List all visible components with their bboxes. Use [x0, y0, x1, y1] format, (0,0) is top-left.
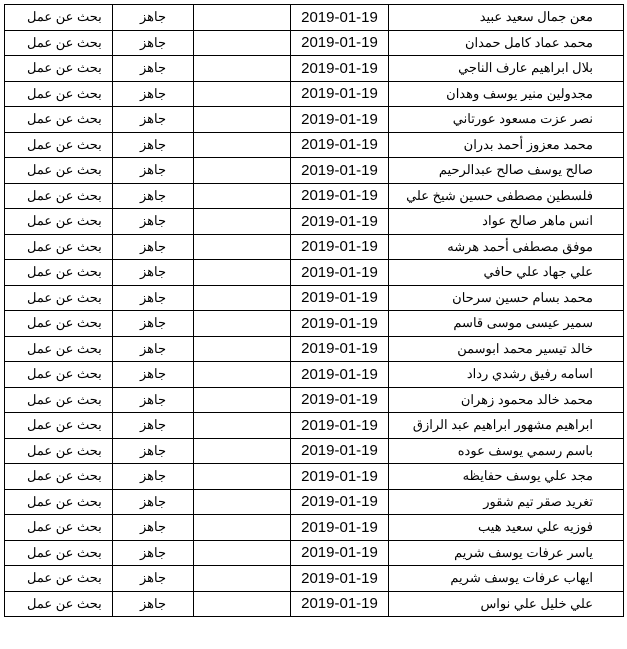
- status-cell: بحث عن عمل: [5, 336, 113, 362]
- ready-cell: جاهز: [113, 234, 194, 260]
- table-row: [5, 183, 624, 209]
- table-row: [5, 5, 624, 31]
- ready-cell: جاهز: [113, 81, 194, 107]
- date-cell: 2019-01-19: [291, 5, 389, 31]
- table-row: [5, 413, 624, 439]
- date-cell: 2019-01-19: [291, 464, 389, 490]
- ready-cell: جاهز: [113, 489, 194, 515]
- empty-cell: [194, 5, 291, 31]
- name-cell: اسامه رفيق رشدي رداد: [389, 362, 624, 388]
- status-cell: بحث عن عمل: [5, 30, 113, 56]
- ready-cell: جاهز: [113, 209, 194, 235]
- date-cell: 2019-01-19: [291, 56, 389, 82]
- date-cell: 2019-01-19: [291, 362, 389, 388]
- status-cell: بحث عن عمل: [5, 413, 113, 439]
- date-cell: 2019-01-19: [291, 81, 389, 107]
- ready-cell: جاهز: [113, 311, 194, 337]
- table-row: [5, 285, 624, 311]
- empty-cell: [194, 234, 291, 260]
- date-cell: 2019-01-19: [291, 132, 389, 158]
- status-cell: بحث عن عمل: [5, 183, 113, 209]
- table-row: [5, 30, 624, 56]
- empty-cell: [194, 413, 291, 439]
- empty-cell: [194, 132, 291, 158]
- name-cell: علي خليل علي نواس: [389, 591, 624, 617]
- table-row: [5, 56, 624, 82]
- status-cell: بحث عن عمل: [5, 566, 113, 592]
- ready-cell: جاهز: [113, 158, 194, 184]
- date-cell: 2019-01-19: [291, 387, 389, 413]
- status-cell: بحث عن عمل: [5, 132, 113, 158]
- name-cell: سمير عيسى موسى قاسم: [389, 311, 624, 337]
- name-cell: معن جمال سعيد عبيد: [389, 5, 624, 31]
- empty-cell: [194, 362, 291, 388]
- name-cell: محمد بسام حسين سرحان: [389, 285, 624, 311]
- empty-cell: [194, 56, 291, 82]
- date-cell: 2019-01-19: [291, 285, 389, 311]
- status-cell: بحث عن عمل: [5, 540, 113, 566]
- ready-cell: جاهز: [113, 260, 194, 286]
- name-cell: انس ماهر صالح عواد: [389, 209, 624, 235]
- date-cell: 2019-01-19: [291, 413, 389, 439]
- date-cell: 2019-01-19: [291, 107, 389, 133]
- date-cell: 2019-01-19: [291, 260, 389, 286]
- ready-cell: جاهز: [113, 591, 194, 617]
- ready-cell: جاهز: [113, 464, 194, 490]
- table-row: [5, 132, 624, 158]
- ready-cell: جاهز: [113, 515, 194, 541]
- ready-cell: جاهز: [113, 413, 194, 439]
- name-cell: ايهاب عرفات يوسف شريم: [389, 566, 624, 592]
- name-cell: صالح يوسف صالح عبدالرحيم: [389, 158, 624, 184]
- date-cell: 2019-01-19: [291, 234, 389, 260]
- date-cell: 2019-01-19: [291, 591, 389, 617]
- ready-cell: جاهز: [113, 285, 194, 311]
- date-cell: 2019-01-19: [291, 515, 389, 541]
- status-cell: بحث عن عمل: [5, 285, 113, 311]
- date-cell: 2019-01-19: [291, 438, 389, 464]
- name-cell: نصر عزت مسعود عورتاني: [389, 107, 624, 133]
- ready-cell: جاهز: [113, 540, 194, 566]
- empty-cell: [194, 515, 291, 541]
- date-cell: 2019-01-19: [291, 336, 389, 362]
- status-cell: بحث عن عمل: [5, 209, 113, 235]
- table-row: [5, 489, 624, 515]
- empty-cell: [194, 464, 291, 490]
- table-row: [5, 158, 624, 184]
- table-row: [5, 515, 624, 541]
- data-table: [4, 4, 624, 617]
- status-cell: بحث عن عمل: [5, 438, 113, 464]
- empty-cell: [194, 438, 291, 464]
- table-row: [5, 464, 624, 490]
- name-cell: محمد خالد محمود زهران: [389, 387, 624, 413]
- status-cell: بحث عن عمل: [5, 489, 113, 515]
- ready-cell: جاهز: [113, 107, 194, 133]
- ready-cell: جاهز: [113, 566, 194, 592]
- status-cell: بحث عن عمل: [5, 362, 113, 388]
- empty-cell: [194, 540, 291, 566]
- ready-cell: جاهز: [113, 132, 194, 158]
- name-cell: فلسطين مصطفى حسين شيخ علي: [389, 183, 624, 209]
- table-row: [5, 566, 624, 592]
- table-row: [5, 311, 624, 337]
- name-cell: خالد تيسير محمد ابوسمن: [389, 336, 624, 362]
- ready-cell: جاهز: [113, 336, 194, 362]
- name-cell: ابراهيم مشهور ابراهيم عبد الرازق: [389, 413, 624, 439]
- status-cell: بحث عن عمل: [5, 56, 113, 82]
- status-cell: بحث عن عمل: [5, 158, 113, 184]
- empty-cell: [194, 209, 291, 235]
- empty-cell: [194, 260, 291, 286]
- table-row: [5, 336, 624, 362]
- table-row: [5, 81, 624, 107]
- status-cell: بحث عن عمل: [5, 464, 113, 490]
- empty-cell: [194, 158, 291, 184]
- status-cell: بحث عن عمل: [5, 81, 113, 107]
- table-row: [5, 387, 624, 413]
- date-cell: 2019-01-19: [291, 311, 389, 337]
- table-row: [5, 591, 624, 617]
- empty-cell: [194, 183, 291, 209]
- table-body: [5, 5, 624, 617]
- empty-cell: [194, 81, 291, 107]
- ready-cell: جاهز: [113, 387, 194, 413]
- name-cell: محمد معزوز أحمد بدران: [389, 132, 624, 158]
- table-row: [5, 540, 624, 566]
- date-cell: 2019-01-19: [291, 540, 389, 566]
- status-cell: بحث عن عمل: [5, 107, 113, 133]
- empty-cell: [194, 566, 291, 592]
- table-row: [5, 107, 624, 133]
- table-row: [5, 209, 624, 235]
- status-cell: بحث عن عمل: [5, 5, 113, 31]
- ready-cell: جاهز: [113, 362, 194, 388]
- table-row: [5, 234, 624, 260]
- status-cell: بحث عن عمل: [5, 311, 113, 337]
- status-cell: بحث عن عمل: [5, 515, 113, 541]
- empty-cell: [194, 30, 291, 56]
- status-cell: بحث عن عمل: [5, 234, 113, 260]
- name-cell: علي جهاد علي حافي: [389, 260, 624, 286]
- ready-cell: جاهز: [113, 30, 194, 56]
- date-cell: 2019-01-19: [291, 158, 389, 184]
- table-row: [5, 362, 624, 388]
- table-row: [5, 260, 624, 286]
- empty-cell: [194, 489, 291, 515]
- ready-cell: جاهز: [113, 5, 194, 31]
- ready-cell: جاهز: [113, 183, 194, 209]
- ready-cell: جاهز: [113, 56, 194, 82]
- name-cell: موفق مصطفى أحمد هرشه: [389, 234, 624, 260]
- name-cell: بلال ابراهيم عارف الناجي: [389, 56, 624, 82]
- name-cell: مجدولين منير يوسف وهدان: [389, 81, 624, 107]
- empty-cell: [194, 591, 291, 617]
- date-cell: 2019-01-19: [291, 489, 389, 515]
- ready-cell: جاهز: [113, 438, 194, 464]
- name-cell: باسم رسمي يوسف عوده: [389, 438, 624, 464]
- status-cell: بحث عن عمل: [5, 260, 113, 286]
- date-cell: 2019-01-19: [291, 566, 389, 592]
- name-cell: محمد عماد كامل حمدان: [389, 30, 624, 56]
- date-cell: 2019-01-19: [291, 209, 389, 235]
- table-row: [5, 438, 624, 464]
- name-cell: فوزيه علي سعيد هيب: [389, 515, 624, 541]
- empty-cell: [194, 107, 291, 133]
- name-cell: ياسر عرفات يوسف شريم: [389, 540, 624, 566]
- date-cell: 2019-01-19: [291, 183, 389, 209]
- date-cell: 2019-01-19: [291, 30, 389, 56]
- empty-cell: [194, 387, 291, 413]
- status-cell: بحث عن عمل: [5, 591, 113, 617]
- empty-cell: [194, 311, 291, 337]
- name-cell: مجد علي يوسف حفايظه: [389, 464, 624, 490]
- empty-cell: [194, 285, 291, 311]
- name-cell: تغريد صقر تيم شقور: [389, 489, 624, 515]
- status-cell: بحث عن عمل: [5, 387, 113, 413]
- empty-cell: [194, 336, 291, 362]
